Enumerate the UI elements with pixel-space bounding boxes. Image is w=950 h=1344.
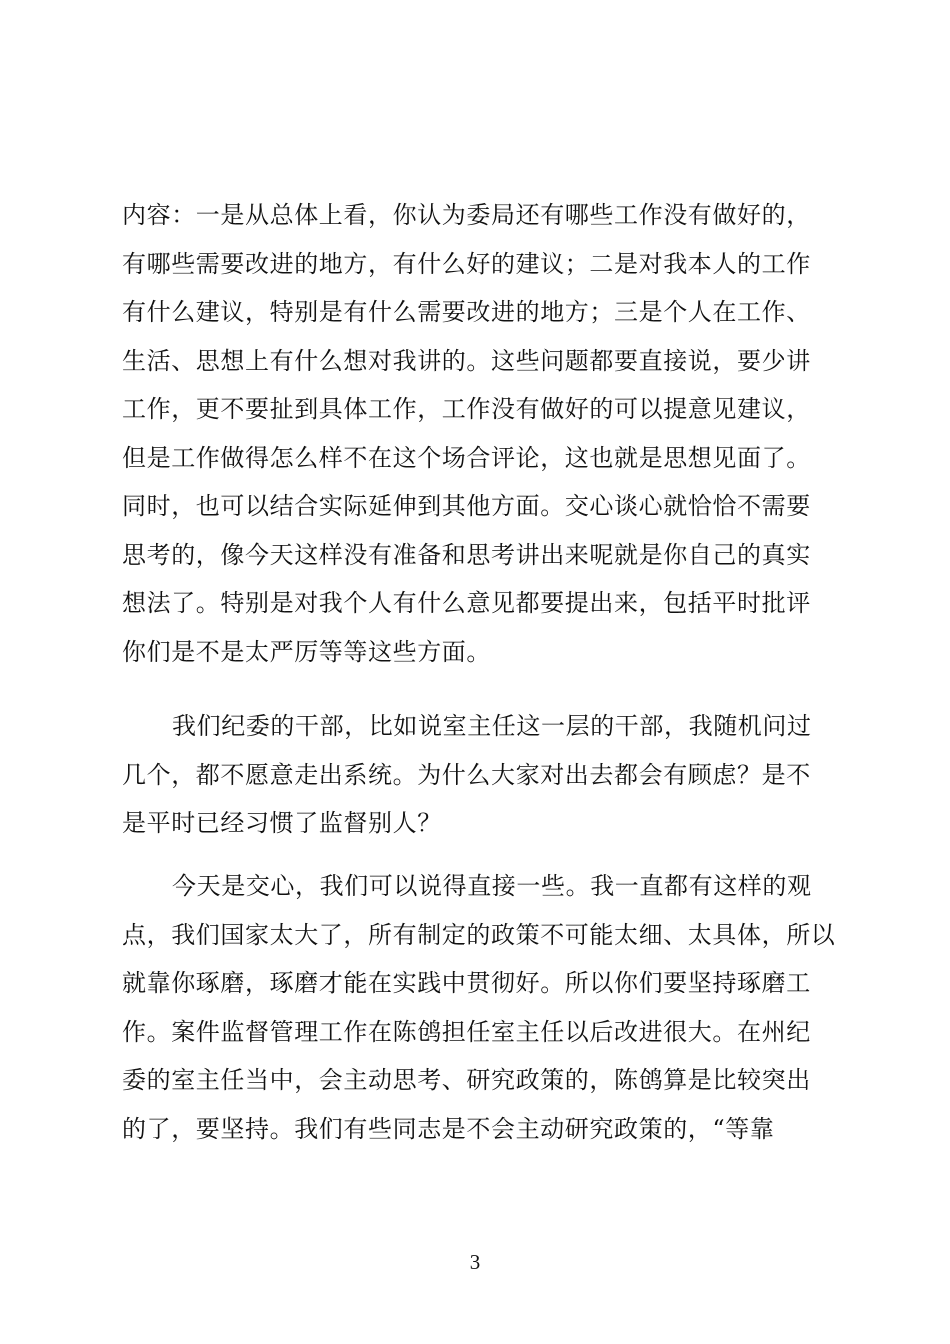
paragraph-3 xyxy=(122,862,836,1153)
paragraph-line: 就靠你琢磨，琢磨才能在实践中贯彻好。所以你们要坚持琢磨工 xyxy=(122,969,811,997)
paragraph-line: 的了，要坚持。我们有些同志是不会主动研究政策的，“等靠 xyxy=(122,1114,775,1143)
paragraph-line: 我们纪委的干部，比如说室主任这一层的干部，我随机问过 xyxy=(172,712,812,740)
paragraph-line: 是平时已经习惯了监督别人？ xyxy=(122,809,442,837)
paragraph-line: 委的室主任当中，会主动思考、研究政策的，陈鸧算是比较突出 xyxy=(122,1066,811,1094)
paragraph-line: 作。案件监督管理工作在陈鸧担任室主任以后改进很大。在州纪 xyxy=(122,1017,811,1046)
paragraph-1 xyxy=(122,191,830,676)
paragraph-line: 同时，也可以结合实际延伸到其他方面。交心谈心就恰恰不需要 xyxy=(122,492,811,520)
paragraph-line: 有哪些需要改进的地方，有什么好的建议；二是对我本人的工作 xyxy=(122,249,811,278)
paragraph-line: 生活、思想上有什么想对我讲的。这些问题都要直接说，要少讲 xyxy=(122,346,811,375)
paragraph-line: 但是工作做得怎么样不在这个场合评论，这也就是思想见面了。 xyxy=(122,443,811,472)
page-number: 3 xyxy=(469,1250,481,1274)
paragraph-line: 几个，都不愿意走出系统。为什么大家对出去都会有顾虑？是不 xyxy=(122,760,811,789)
paragraph-line: 今天是交心，我们可以说得直接一些。我一直都有这样的观 xyxy=(172,872,812,900)
paragraph-line: 内容：一是从总体上看，你认为委局还有哪些工作没有做好的， xyxy=(122,201,811,229)
paragraph-line: 工作，更不要扯到具体工作，工作没有做好的可以提意见建议， xyxy=(122,395,811,423)
paragraph-line: 你们是不是太严厉等等这些方面。 xyxy=(122,637,491,666)
paragraph-line: 点，我们国家太大了，所有制定的政策不可能太细、太具体，所以 xyxy=(122,920,836,949)
paragraph-2 xyxy=(122,702,830,848)
paragraph-line: 思考的，像今天这样没有准备和思考讲出来呢就是你自己的真实 xyxy=(122,540,811,569)
paragraph-line: 想法了。特别是对我个人有什么意见都要提出来，包括平时批评 xyxy=(122,589,811,617)
paragraph-line: 有什么建议，特别是有什么需要改进的地方；三是个人在工作、 xyxy=(122,298,811,326)
